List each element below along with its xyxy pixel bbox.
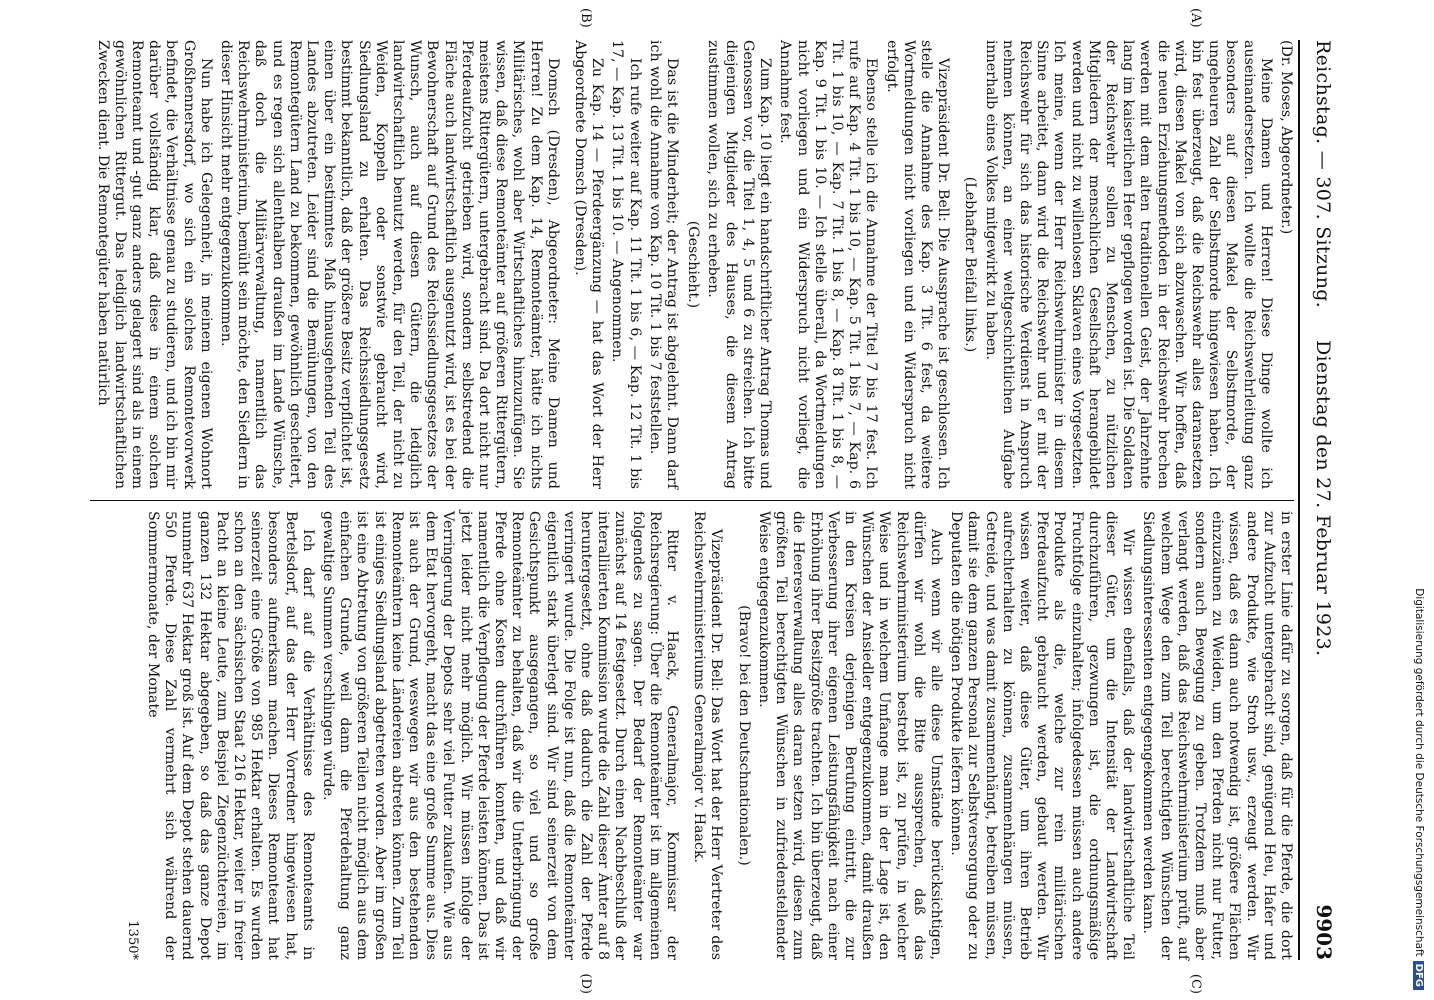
credit-text: Digitalisierung gefördert durch die Deutsche Forschungsgemeinschaft — [1413, 588, 1425, 957]
paragraph: Nun habe ich Gelegenheit, in meinem eigenen Wohnort Großhennersdorf, wo sich ein solches Remontevorwerk befindet, die Verhältnisse genau zu studieren, und ich bin mir darüber vollständig klar, daß diese in einem solchen Remonteamt und -gut ganz anders gelagert sind als in einem gewöhnlichen Rittergut. Das lediglich landwirtschaftlichen Zwecken dient. Die Remontegüter haben natürlich — [94, 40, 214, 489]
paragraph: Wir wissen ebenfalls, daß der landwirtschaftliche Teil dieser Güter, um die Intensität der Landwirtschaft durchzuführen, gezwungen ist, die ordnungsmäßige Fruchtfolge einzuhalten; infolgedessen müssen auch andere Produkte als die, welche zur rein militärischen Pferdeaufzucht gebraucht werden, gebaut werden. Wir wissen weiter, daß diese Güter, um ihren Betrieb aufrechterhalten zu können, zusammenhängen müssen, Getreide, und was damit zusammenhängt, betreiben müssen, damit sie dem ganzen Personal zur Selbstversorgung oder zu Deputaten die nötigen Produkte liefern können. — [948, 511, 1137, 960]
paragraph: Vizepräsident Dr. Bell: Das Wort hat der Herr Vertreter des Reichswehrministeriums Generalmajor v. Haack. — [691, 511, 725, 960]
text-columns — [90, 8, 1294, 994]
credit-text-wrapper — [1413, 10, 1425, 990]
header-date: Dienstag den 27. Februar 1923. — [1312, 340, 1334, 657]
paragraph: Domsch (Dresden), Abgeordneter: Meine Damen und Herren! Zu dem Kap. 14, Remonteämter, hätte ich nichts Militärisches, wohl aber Wirtschaftliches hinzuzufügen. Sie wissen, daß diese Remonteämter auf größeren Rittergütern, meistens Rittergütern, untergebracht sind. Da dort nicht nur Pferdeaufzucht getrieben wird, sondern selbstredend die Fläche auch landwirtschaftlich ausgenutzt wird, ist es bei der Bewohnerschaft auf Grund des Reichssiedlungsgesetzes der Wunsch, auch auf diesen Gütern, die lediglich landwirtschaftlich benutzt werden, für den Teil, der nicht zu Weiden, Koppeln oder sonstwie gebraucht wird, Siedlungsland zu erhalten. Das Reichssiedlungsgesetz bestimmt bekanntlich, daß der größere Besitz verpflichtet ist, einen über ein bestimmtes Maß hinausgehenden Teil des Landes abzutreten. Leider sind die Bemühungen, von den Remontegütern Land zu bekommen, gewöhnlich gescheitert, und es regen sich allenthalben draußen im Lande Wünsche, daß doch die Militärverwaltung, namentlich das Reichswehrministerium, bemüht sein möchte, den Siedlern in dieser Hinsicht mehr entgegenzukommen. — [218, 40, 561, 489]
paragraph: Ich rufe weiter auf Kap. 11 Tit. 1 bis 6, — Kap. 12 Tit. 1 bis 17, — Kap. 13 Tit. 1 bis 10. — Angenommen. — [609, 40, 643, 489]
digitization-credit — [1403, 10, 1425, 990]
page-header — [1304, 40, 1342, 960]
paragraph: in erster Linie dafür zu sorgen, daß für die Pferde, die dort zur Aufzucht untergebracht sind, genügend Heu, Hafer und andere Produkte, wie Stroh usw., erzeugt werden. Wir wissen, daß es dann auch notwendig ist, größere Flächen einzuzäunen zu Weiden, um den Pferden nicht nur Futter, sondern auch Bewegung zu geben. Trotzdem muß aber verlangt werden, daß das Reichswehrministerium prüft, auf welchem Wege den zum Teil berechtigten Wünschen der Siedlungsinteressenten entgegengekommen werden kann. — [1140, 511, 1294, 960]
left-column — [90, 8, 1294, 489]
paragraph: Meine Damen und Herren! Diese Dinge wollte ich auseinandersetzen. Ich wollte die Reichswehrleitung ganz besonders auf diesen Makel der Selbstmorde, der ungeheuren Zahl der Selbstmorde hingewiesen haben. Ich bin fest überzeugt, daß die Reichswehr alles daransetzen wird, diesen Makel von sich abzuwaschen. Wir hoffen, daß die neuen Erziehungsmethoden in der Reichswehr brechen werden mit dem alten traditionellen Geist, der Jahrzehnte lang im kaiserlichen Heer gepflogen worden ist. Die Soldaten der Reichswehr sollen zu Menschen, zu nützlichen Mitgliedern der menschlichen Gesellschaft herangebildet werden und nicht zu willenlosen Sklaven eines Vorgesetzten. Ich meine, wenn der Herr Reichswehrminister in diesem Sinne arbeitet, dann wird die Reichswehr und er mit der Reichswehr für sich das historische Verdienst in Anspruch nehmen können, an einer weltgeschichtlichen Aufgabe innerhalb eines Volkes mitgewirkt zu haben. — [982, 40, 1274, 489]
stage-note: (Geschieht.) — [685, 220, 702, 309]
applause-note: (Lebhafter Beifall links.) — [962, 176, 979, 353]
marker-b: (B) — [578, 8, 593, 28]
right-column — [90, 511, 1294, 994]
paragraph: Ebenso stelle ich die Annahme der Titel 7 bis 17 fest. Ich rufe auf Kap. 4 Tit. 1 bis 10, — Kap. 5 Tit. 1 bis 7, — Kap. 6 Tit. 1 bis 10, — Kap. 7 Tit. 1 bis 8, — Kap. 8 Tit. 1 bis 8, — Kap. 9 Tit. 1 bis 10. — Ich stelle überall, da Wortmeldungen nicht vorliegen und ein Widerspruch nicht vorliegt, die Annahme fest. — [777, 40, 880, 489]
paragraph: Ich darf auf die Verhältnisse des Remonteamts in Bertelsdorf, auf das der Herr Vorredner hingewiesen hat, besonders aufmerksam machen. Dieses Remonteamt hat seinerzeit eine Größe von 985 Hektar erhalten. Es wurden schon an den sächsischen Staat 216 Hektar, weiter in freier Pacht an kleine Leute, zum Beispiel Ziegenzüchtereien, im ganzen 132 Hektar abgegeben, so daß das ganze Depot nunmehr 637 Hektar groß ist. Auf dem Depot stehen dauernd 550 Pferde. Diese Zahl vermehrt sich während der Sommermonate, der Monate — [145, 511, 316, 960]
page-number: 9903 — [1312, 904, 1336, 960]
folio-number: 1350* — [124, 920, 140, 960]
speaker-line: (Dr. Moses, Abgeordneter.) — [1278, 40, 1294, 235]
marker-d: (D) — [578, 973, 593, 994]
marker-a: (A) — [1188, 8, 1203, 28]
paragraph: Zu Kap. 14 — Pferdeergänzung — hat das Wort der Herr Abgeordnete Domsch (Dresden). — [572, 40, 606, 489]
header-rule — [1298, 40, 1300, 960]
paragraph: Zum Kap. 10 liegt ein handschriftlicher Antrag Thomas und Genossen vor, die Titel 1, 4, 5 und 6 zu streichen. Ich bitte diejenigen Mitglieder des Hauses, die diesem Antrag zustimmen wollen, sich zu erheben. — [705, 40, 774, 489]
dfg-logo: DFG — [1413, 961, 1424, 990]
header-left: Reichstag. — 307. Sitzung. — [1312, 40, 1334, 309]
paragraph: Ritter v. Haack, Generalmajor, Kommissar der Reichsregierung: Über die Remonteämter ist im allgemeinen folgendes zu sagen. Der Bedarf der Remonteämter war zunächst auf 14 festgesetzt. Durch einen Nachbeschluß der interalliierten Kommission wurde die Zahl dieser Ämter auf 8 heruntergesetzt, ohne daß dadurch die Zahl der Pferde verringert wurde. Die Folge ist nun, daß die Remonteämter eigentlich stark überlegt sind. Wir sind seinerzeit von dem Gesichtspunkt ausgegangen, so viel und so große Remonteämter zu behalten, daß wir die Unterbringung der Pferde ohne Kosten durchführen konnten, und daß wir namentlich die Verpflegung der Pferde leisten können. Das ist jetzt leider nicht mehr möglich. Wir müssen infolge der Verringerung der Depots sehr viel Futter zukaufen. Wie aus dem Etat hervorgeht, macht das eine große Summe aus. Dies ist auch der Grund, weswegen wir aus den bestehenden Remonteämtern keine Ländereien abtreten können. Zum Teil ist einiges Siedlungsland abgetreten worden. Aber im großen ist eine Abtretung von größeren Teilen nicht möglich aus dem einfachen Grunde, weil dann die Pferdehaltung ganz gewaltige Summen verschlingen würde. — [320, 511, 681, 960]
marker-c: (C) — [1188, 973, 1203, 994]
paragraph: Auch wenn wir alle diese Umstände berücksichtigen, dürfen wir wohl die Bitte aussprechen, daß das Reichswehrministerium bestrebt ist, zu prüfen, in welcher Weise und in welchem Umfange man in der Lage ist, den Wünschen der Ansiedler entgegenzukommen, damit draußen in den Kreisen derjenigen Berufung eintritt, die zur Verbesserung ihrer eigenen Leistungsfähigkeit nach einer Erhöhung ihrer Besitzgröße trachten. Ich bin überzeugt, daß die Heeresverwaltung alles daran setzen wird, diesen zum größten Teil berechtigten Wünschen in zufriedenstellender Weise entgegenzukommen. — [755, 511, 944, 960]
column-divider — [90, 500, 1294, 501]
applause-note: (Bravo! bei den Deutschnationalen.) — [735, 605, 752, 866]
paragraph: Vizepräsident Dr. Bell: Die Aussprache ist geschlossen. Ich stelle die Annahme des Kap. 3 Tit. 6 fest, da weitere Wortmeldungen nicht vorliegen und ein Widerspruch nicht erfolgt. — [883, 40, 952, 489]
paragraph: Das ist die Minderheit; der Antrag ist abgelehnt. Dann darf ich wohl die Annahme von Kap. 10 Tit. 1 bis 7 feststellen. — [646, 40, 681, 489]
